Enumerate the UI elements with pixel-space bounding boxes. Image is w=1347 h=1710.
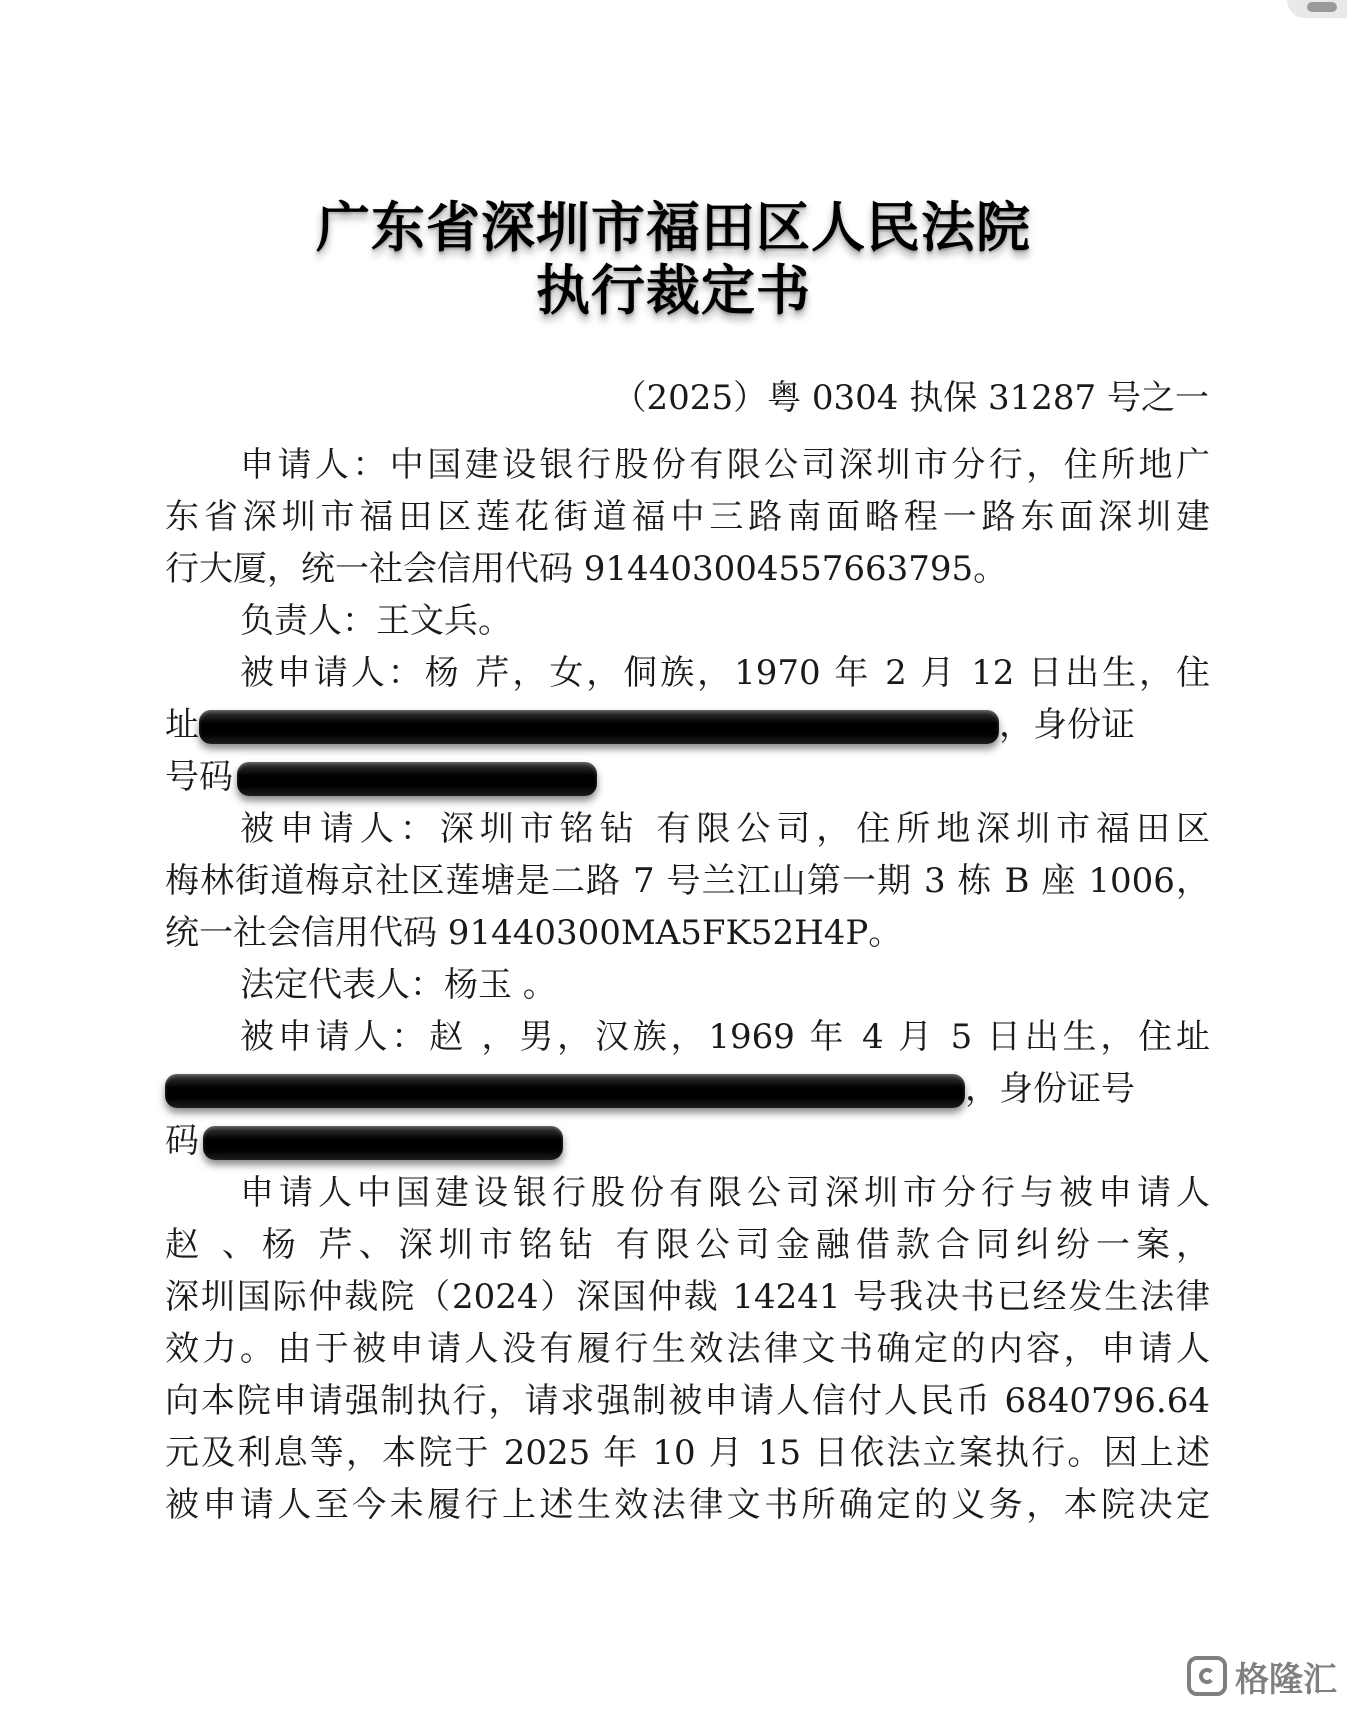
id-label: ，身份证号 (965, 1069, 1135, 1109)
case-summary-line-1: 申请人中国建设银行股份有限公司深圳市分行与被申请人 (240, 1173, 1210, 1213)
case-summary-line-7: 被申请人至今未履行上述生效法律文书所确定的义务，本院决定 (165, 1485, 1210, 1525)
respondent-zhao-line-2 (165, 1066, 1210, 1112)
court-name-title: 广东省深圳市福田区人民法院 (316, 196, 1031, 259)
applicant-line-2: 东省深圳市福田区莲花街道福中三路南面略程一路东面深圳建 (165, 497, 1210, 537)
respondent-yang-line-2 (165, 702, 1210, 748)
legal-representative-line: 法定代表人：杨玉 。 (240, 965, 557, 1005)
watermark-text: 格隆汇 (1235, 1659, 1337, 1700)
redacted-id-number (203, 1126, 563, 1160)
case-summary-line-6: 元及利息等，本院于 2025 年 10 月 15 日依法立案执行。因上述 (165, 1433, 1210, 1473)
id-number-label: 号码 (165, 757, 233, 797)
applicant-line-1: 申请人：中国建设银行股份有限公司深圳市分行，住所地广 (240, 445, 1210, 485)
redacted-address (199, 710, 999, 744)
gelonghui-logo-icon (1187, 1656, 1227, 1696)
watermark (1187, 1652, 1337, 1700)
case-number: （2025）粤 0304 执保 31287 号之一 (612, 378, 1209, 418)
respondent-company-line-2: 梅林街道梅京社区莲塘是二路 7 号兰江山第一期 3 栋 B 座 1006， (165, 861, 1210, 901)
case-summary-line-5: 向本院申请强制执行，请求强制被申请人信付人民币 6840796.64 (165, 1381, 1210, 1421)
applicant-line-3: 行大厦，统一社会信用代码 914403004557663795。 (165, 549, 1008, 589)
respondent-zhao-line-1: 被申请人：赵 ，男，汉族，1969 年 4 月 5 日出生，住址 (240, 1017, 1210, 1057)
respondent-zhao-line-3 (165, 1118, 1210, 1164)
respondent-company-line-1: 被申请人：深圳市铭钻 有限公司，住所地深圳市福田区 (240, 809, 1210, 849)
case-summary-line-4: 效力。由于被申请人没有履行生效法律文书确定的内容，申请人 (165, 1329, 1210, 1369)
corner-indicator (1287, 0, 1347, 18)
corner-indicator-pill (1307, 2, 1337, 12)
document-type-title: 执行裁定书 (536, 259, 811, 322)
respondent-company-line-3: 统一社会信用代码 91440300MA5FK52H4P。 (165, 913, 903, 953)
id-number-label: 码 (165, 1121, 199, 1161)
redacted-address (165, 1074, 965, 1108)
case-summary-line-3: 深圳国际仲裁院（2024）深国仲裁 14241 号我决书已经发生法律 (165, 1277, 1210, 1317)
responsible-person-line: 负责人：王文兵。 (240, 601, 512, 641)
id-label: ，身份证 (999, 705, 1135, 745)
address-label: 址 (165, 705, 199, 745)
redacted-id-number (237, 762, 597, 796)
respondent-yang-line-3 (165, 754, 1210, 800)
case-summary-line-2: 赵 、杨 芹、深圳市铭钻 有限公司金融借款合同纠纷一案， (165, 1225, 1210, 1265)
respondent-yang-line-1: 被申请人：杨 芹，女，侗族，1970 年 2 月 12 日出生，住 (240, 653, 1210, 693)
